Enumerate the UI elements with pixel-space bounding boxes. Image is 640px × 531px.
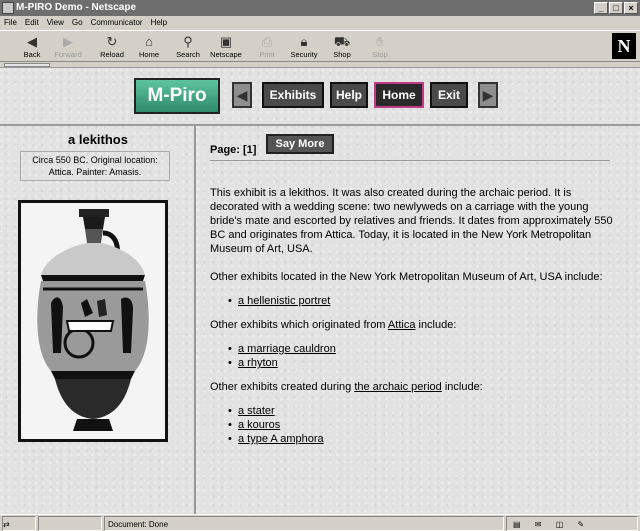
close-button[interactable]: ×: [624, 2, 638, 14]
forward-icon: ▶: [63, 34, 73, 49]
arrow-left-icon: ◀: [236, 87, 248, 103]
list-item: [228, 342, 620, 356]
back-button[interactable]: ◀ Back: [14, 33, 50, 61]
print-button[interactable]: ⎙ Print: [249, 33, 285, 61]
exhibit-link[interactable]: a marriage cauldron: [238, 343, 336, 355]
exhibit-link[interactable]: a kouros: [238, 419, 281, 431]
menu-edit[interactable]: Edit: [24, 18, 39, 27]
forward-button[interactable]: ▶ Forward: [50, 33, 86, 61]
lock-icon: 🔒︎: [300, 34, 308, 49]
exhibit-sidebar: [0, 126, 196, 514]
window-title-bar[interactable]: [0, 0, 640, 16]
home-nav-button[interactable]: Home: [374, 82, 424, 108]
page-label: Page: [1]: [210, 144, 257, 156]
navigation-toolbar: [0, 30, 640, 62]
exhibits-button[interactable]: Exhibits: [262, 82, 324, 108]
reload-button[interactable]: ↻ Reload: [94, 33, 130, 61]
shop-button[interactable]: ⛟ Shop: [324, 33, 360, 61]
list-item: [228, 418, 620, 432]
stop-icon: ✋︎: [376, 34, 384, 49]
status-bar: [0, 514, 640, 531]
say-more-button[interactable]: Say More: [266, 134, 334, 154]
search-button[interactable]: ⚲ Search: [170, 33, 206, 61]
related-origin-heading: Other exhibits which originated from Attica include:: [210, 319, 457, 331]
related-period-list: [228, 404, 620, 446]
menu-help[interactable]: Help: [150, 18, 168, 27]
back-icon: ◀: [27, 34, 37, 49]
window-controls: [594, 2, 638, 14]
home-icon: ⌂: [145, 34, 153, 49]
connection-indicator: [2, 516, 36, 531]
security-button[interactable]: 🔒︎ Security: [286, 33, 322, 61]
window-title: M-PIRO Demo - Netscape: [16, 2, 137, 13]
menu-view[interactable]: View: [46, 18, 64, 27]
menu-go[interactable]: Go: [71, 18, 83, 27]
list-item: [228, 404, 620, 418]
previous-arrow-button[interactable]: [232, 82, 252, 108]
shop-icon: ⛟: [333, 34, 351, 49]
exhibit-link[interactable]: a type A amphora: [238, 433, 324, 445]
status-text: Document: Done: [104, 516, 504, 531]
help-button[interactable]: Help: [330, 82, 368, 108]
connection-icon: ⇄: [3, 520, 10, 529]
exhibit-link[interactable]: a stater: [238, 405, 275, 417]
page-content: [0, 68, 640, 514]
netscape-logo[interactable]: N: [612, 33, 636, 59]
archaic-period-link[interactable]: the archaic period: [354, 381, 442, 393]
component-bar[interactable]: [506, 516, 638, 531]
list-item: [228, 294, 620, 308]
exhibit-main: [210, 126, 630, 514]
menu-communicator[interactable]: Communicator: [90, 18, 143, 27]
mpiro-logo[interactable]: M-Piro: [134, 78, 220, 114]
exhibit-title: a lekithos: [68, 132, 128, 147]
print-icon: ⎙: [261, 34, 273, 49]
menu-bar: [0, 16, 640, 30]
minimize-button[interactable]: _: [594, 2, 608, 14]
list-item: [228, 432, 620, 446]
exit-button[interactable]: Exit: [430, 82, 468, 108]
related-location-list: [228, 294, 620, 308]
exhibit-link[interactable]: a rhyton: [238, 357, 278, 369]
related-origin-list: [228, 342, 620, 370]
attica-link[interactable]: Attica: [387, 319, 416, 331]
lekythos-vase-illustration: [21, 203, 165, 439]
reload-icon: ↻: [106, 34, 118, 49]
exhibit-image: [18, 200, 168, 442]
related-location-heading: Other exhibits located in the New York Metropolitan Museum of Art, USA include:: [210, 271, 603, 283]
component-bar-icons: ▤ ✉ ◫ ✎: [513, 520, 591, 529]
exhibit-description: Circa 550 BC. Original location: Attica. Painter: Amasis.: [20, 151, 170, 181]
maximize-button[interactable]: □: [609, 2, 623, 14]
netscape-button[interactable]: ▣ Netscape: [208, 33, 244, 61]
arrow-right-icon: ▶: [482, 87, 494, 103]
progress-meter: [38, 516, 102, 531]
exhibit-text: [210, 186, 620, 456]
divider: [210, 160, 610, 161]
search-icon: ⚲: [183, 34, 193, 49]
next-arrow-button[interactable]: [478, 82, 498, 108]
menu-file[interactable]: File: [4, 18, 17, 27]
home-button[interactable]: ⌂ Home: [131, 33, 167, 61]
netscape-icon: ▣: [219, 34, 233, 49]
exhibit-description-paragraph: This exhibit is a lekithos. It was also created during the archaic period. It is decorated with a wedding scene: two newlyweds on a carriage with the young bride's mate and escorted by relatives and friends. It dates from approximately 550 BC and originates from Attica. Today, it is located in the New York Metropolitan Museum of Art, USA.: [210, 187, 613, 255]
list-item: [228, 356, 620, 370]
exhibit-link[interactable]: a hellenistic portret: [238, 295, 331, 307]
stop-button[interactable]: ✋︎ Stop: [362, 33, 398, 61]
related-period-heading: Other exhibits created during the archaic period include:: [210, 381, 483, 393]
toolbar-grip[interactable]: [4, 63, 50, 67]
site-banner: [0, 68, 640, 126]
netscape-app-icon: [2, 2, 14, 14]
